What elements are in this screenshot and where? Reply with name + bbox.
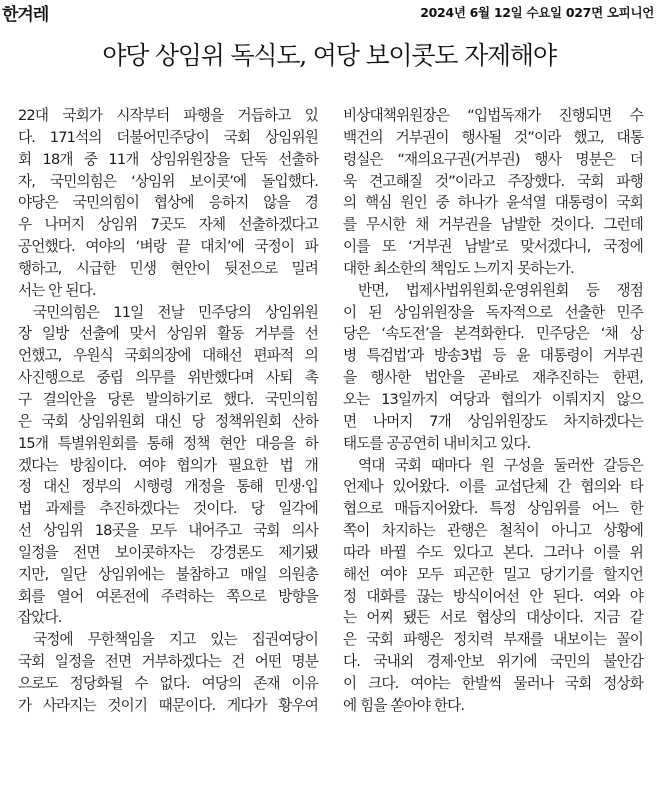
article-line: 따라 바뀔 수도 있다고 본다. 그러나 이를 위 — [343, 543, 643, 561]
article-line: 백건의 거부권이 행사될 것”이라 했고, 대통 — [343, 128, 643, 146]
article-line: 협으로 매듭지어왔다. 특정 상임위를 어느 한 — [343, 500, 643, 518]
article-line: 국정에 무한책임을 지고 있는 집권여당이 — [33, 631, 318, 649]
article-line: 을 행사한 법안을 곧바로 재추진하는 한편, — [343, 369, 643, 387]
article-line: 정 대화를 끊는 방식이어선 안 된다. 여와 야 — [343, 587, 643, 605]
article-line: 비상대책위원장은 “입법독재가 진행되면 수 — [343, 107, 643, 124]
article-line: 선 상임위 18곳을 모두 내어주고 국회 의사 — [18, 522, 318, 540]
article-line: 쪽이 차지하는 관행은 철칙이 아니고 상황에 — [343, 522, 643, 540]
article-line: 언제나 있어왔다. 이를 교섭단체 간 협의와 타 — [343, 478, 643, 496]
article-line: 국회 일정을 전면 거부하겠다는 건 어떤 명분 — [18, 653, 318, 671]
article-line: 는 어찌 됐든 서로 협상의 대상이다. 지금 같 — [343, 609, 643, 627]
article-line: 를 무시한 채 거부권을 남발한 것이다. 그런데 — [343, 216, 643, 234]
article-line: 야당은 국민의힘이 협상에 응하지 않을 경 — [18, 194, 318, 212]
article-line: 우 나머지 상임위 7곳도 자체 선출하겠다고 — [18, 216, 318, 234]
article-line: 서는 안 된다. — [18, 281, 96, 299]
newspaper-logo: 한겨레 — [2, 5, 49, 25]
article-line: 정 대신 정부의 시행령 개정을 통해 민생·입 — [18, 478, 318, 496]
article-line: 국민의힘은 11일 전날 민주당의 상임위원 — [33, 303, 318, 321]
article-line: 오는 13일까지 여당과 협의가 이뤄지지 않으 — [343, 390, 643, 408]
article-line: 자, 국민의힘은 ‘상임위 보이콧’에 돌입했다. — [18, 172, 318, 190]
article-line: 당은 ‘속도전’을 본격화한다. 민주당은 ‘채 상 — [343, 325, 643, 343]
article-line: 으로도 정당화될 수 없다. 여당의 존재 이유 — [18, 674, 318, 692]
article-line: 장 일방 선출에 맞서 상임위 활동 거부를 선 — [18, 325, 318, 343]
article-line: 이 된 상임위원장을 독자적으로 선출한 민주 — [343, 303, 643, 321]
article-line: 욱 견고해질 것”이라고 주장했다. 국회 파행 — [343, 172, 643, 190]
article-line: 일정을 전면 보이콧하자는 강경론도 제기됐 — [18, 543, 318, 561]
article-line: 구 결의안을 당론 발의하기로 했다. 국민의힘 — [18, 390, 318, 408]
article-line: 행하고, 시급한 민생 현안이 뒷전으로 밀려 — [18, 259, 318, 277]
article-line: 대한 최소한의 책임도 느끼지 못하는가. — [343, 259, 574, 277]
article-line: 회를 열어 여론전에 주력하는 쪽으로 방향을 — [18, 587, 318, 605]
article-line: 태도를 공공연히 내비치고 있다. — [343, 434, 531, 452]
headline: 야당 상임위 독식도, 여당 보이콧도 자제해야 — [102, 41, 556, 70]
article-line: 언했고, 우원식 국회의장에 대해선 편파적 의 — [18, 347, 318, 365]
article-line: 다. 국내외 경제·안보 위기에 국민의 불안감 — [343, 653, 643, 671]
article-line: 역대 국회 때마다 원 구성을 둘러싼 갈등은 — [358, 456, 643, 474]
article-line: 은 국회 상임위원회 대신 당 정책위원회 산하 — [18, 412, 318, 430]
article-line: 지만, 일단 상임위에는 불참하고 매일 의원총 — [18, 565, 318, 583]
article-line: 면 나머지 7개 상임위원장도 차지하겠다는 — [343, 412, 643, 430]
article-line: 이 크다. 여야는 한발씩 물러나 국회 정상화 — [343, 674, 643, 692]
article-line: 22대 국회가 시작부터 파행을 거듭하고 있 — [18, 107, 318, 124]
article-line: 은 국회 파행은 정치력 부재를 내보이는 꼴이 — [343, 631, 643, 649]
article-line: 에 힘을 쏟아야 한다. — [343, 696, 465, 714]
article-line: 회 18개 중 11개 상임위원장을 단독 선출하 — [18, 150, 318, 168]
article-line: 해선 여야 모두 피곤한 밀고 당기기를 할지언 — [343, 565, 643, 583]
article-line: 다. 171석의 더불어민주당이 국회 상임위원 — [18, 128, 318, 146]
masthead — [0, 0, 658, 26]
article-column-left — [18, 105, 318, 717]
article-line: 법 과제를 추진하겠다는 것이다. 당 일각에 — [18, 500, 318, 518]
article-line: 잡았다. — [18, 609, 62, 627]
article-line: 반면, 법제사법위원회·운영위원회 등 쟁점 — [358, 281, 643, 299]
article-line: 이를 또 ‘거부권 남발’로 맞서겠다니, 국정에 — [343, 238, 643, 256]
article-line: 령실은 “재의요구권(거부권) 행사 명분은 더 — [343, 150, 643, 168]
article-column-right — [343, 105, 643, 717]
article-line: 사진행으로 중립 의무를 위반했다며 사퇴 촉 — [18, 369, 318, 387]
article-line: 의 핵심 원인 중 하나가 윤석열 대통령이 국회 — [343, 194, 643, 212]
article-line: 겠다는 방침이다. 여야 협의가 필요한 법 개 — [18, 456, 318, 474]
article-line: 공언했다. 여야의 ‘벼랑 끝 대치’에 국정이 파 — [18, 238, 318, 256]
article-line: 병 특검법’과 방송3법 등 윤 대통령이 거부권 — [343, 347, 643, 365]
article-line: 15개 특별위원회를 통해 정책 현안 대응을 하 — [18, 434, 318, 452]
article-line: 가 사라지는 것이기 때문이다. 게다가 황우여 — [18, 696, 318, 714]
dateline: 2024년 6월 12일 수요일 027면 오피니언 — [420, 5, 654, 20]
